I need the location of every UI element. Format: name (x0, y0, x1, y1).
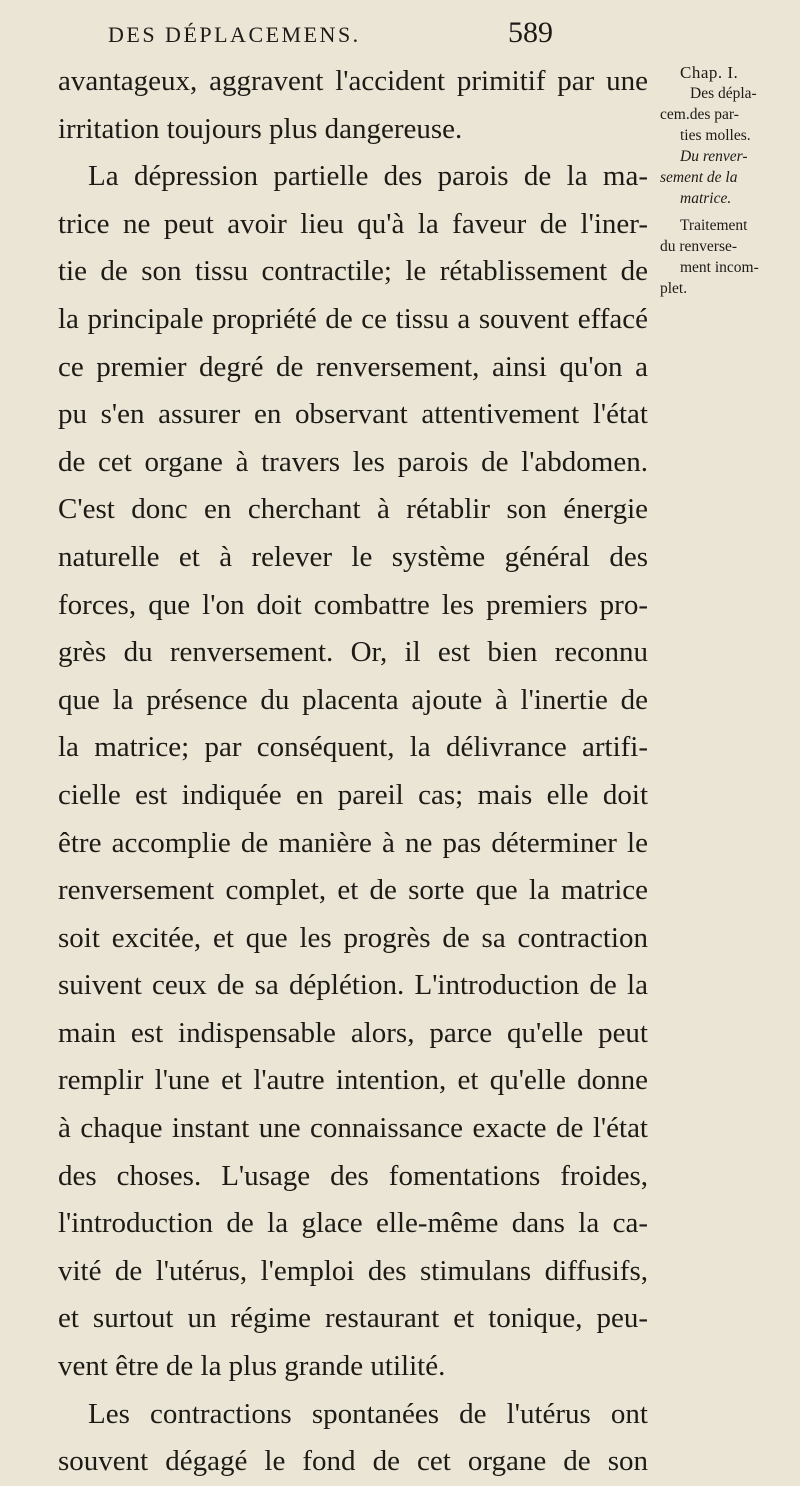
text-line: vité de l'utérus, l'emploi des stimulans diffusifs, (58, 1254, 648, 1287)
text-line: être accomplie de manière à ne pas déterminer le (58, 826, 648, 859)
text-line: naturelle et à relever le système général des (58, 540, 648, 573)
text-line: avantageux, aggravent l'accident primitif par une (58, 65, 648, 97)
margin-section-title: Des dépla- (690, 85, 757, 102)
text-line: vent être de la plus grande utilité. (58, 1350, 446, 1383)
text-line: trice ne peut avoir lieu qu'à la faveur de l'iner- (58, 207, 648, 240)
margin-treatment-note: Traitement (680, 217, 748, 234)
margin-section-title: ties molles. (680, 127, 751, 144)
text-line: soit excitée, et que les progrès de sa contraction (58, 921, 648, 954)
text-line: ce premier degré de renversement, ainsi qu'on a (58, 350, 648, 383)
margin-chapter: Chap. I. (680, 63, 739, 82)
text-line: la matrice; par conséquent, la délivrance artifi- (58, 731, 648, 764)
text-line: C'est donc en cherchant à rétablir son énergie (58, 493, 648, 526)
text-line: La dépression partielle des parois de la ma- (88, 160, 648, 193)
body-text (58, 58, 648, 1486)
text-line: suivent ceux de sa déplétion. L'introduction de la (58, 969, 648, 1002)
margin-notes (660, 62, 796, 299)
text-line: des choses. L'usage des fomentations froides, (58, 1159, 648, 1192)
text-line: grès du renversement. Or, il est bien reconnu (58, 636, 648, 669)
text-line: Les contractions spontanées de l'utérus ont (88, 1397, 648, 1430)
text-line: cielle est indiquée en pareil cas; mais elle doit (58, 778, 648, 811)
text-line: irritation toujours plus dangereuse. (58, 112, 463, 145)
text-line: la principale propriété de ce tissu a souvent effacé (58, 302, 648, 335)
text-line: souvent dégagé le fond de cet organe de son (58, 1445, 648, 1478)
text-line: tie de son tissu contractile; le rétablissement de (58, 255, 648, 288)
margin-subsection-title: matrice. (680, 190, 732, 207)
page-number: 589 (508, 16, 553, 49)
margin-treatment-note: ment incom- (680, 259, 759, 276)
margin-treatment-note: plet. (660, 280, 688, 297)
margin-section-title: cem.des par- (660, 106, 739, 123)
text-line: remplir l'une et l'autre intention, et qu'elle donne (58, 1064, 648, 1097)
text-line: que la présence du placenta ajoute à l'inertie de (58, 683, 648, 716)
text-line: main est indispensable alors, parce qu'elle peut (58, 1016, 648, 1049)
margin-subsection-title: sement de la (660, 169, 738, 186)
text-line: forces, que l'on doit combattre les premiers pro- (58, 588, 648, 621)
text-line: de cet organe à travers les parois de l'abdomen. (58, 445, 648, 478)
margin-subsection-title: Du renver- (680, 148, 748, 165)
text-line: à chaque instant une connaissance exacte de l'état (58, 1112, 648, 1145)
text-line: renversement complet, et de sorte que la matrice (58, 874, 648, 907)
margin-treatment-note: du renverse- (660, 238, 738, 255)
running-head: DES DÉPLACEMENS. (108, 22, 361, 47)
page-header (0, 18, 800, 58)
text-line: et surtout un régime restaurant et tonique, peu- (58, 1302, 648, 1335)
text-line: pu s'en assurer en observant attentivement l'état (58, 398, 648, 431)
text-line: l'introduction de la glace elle-même dans la ca- (58, 1207, 648, 1240)
